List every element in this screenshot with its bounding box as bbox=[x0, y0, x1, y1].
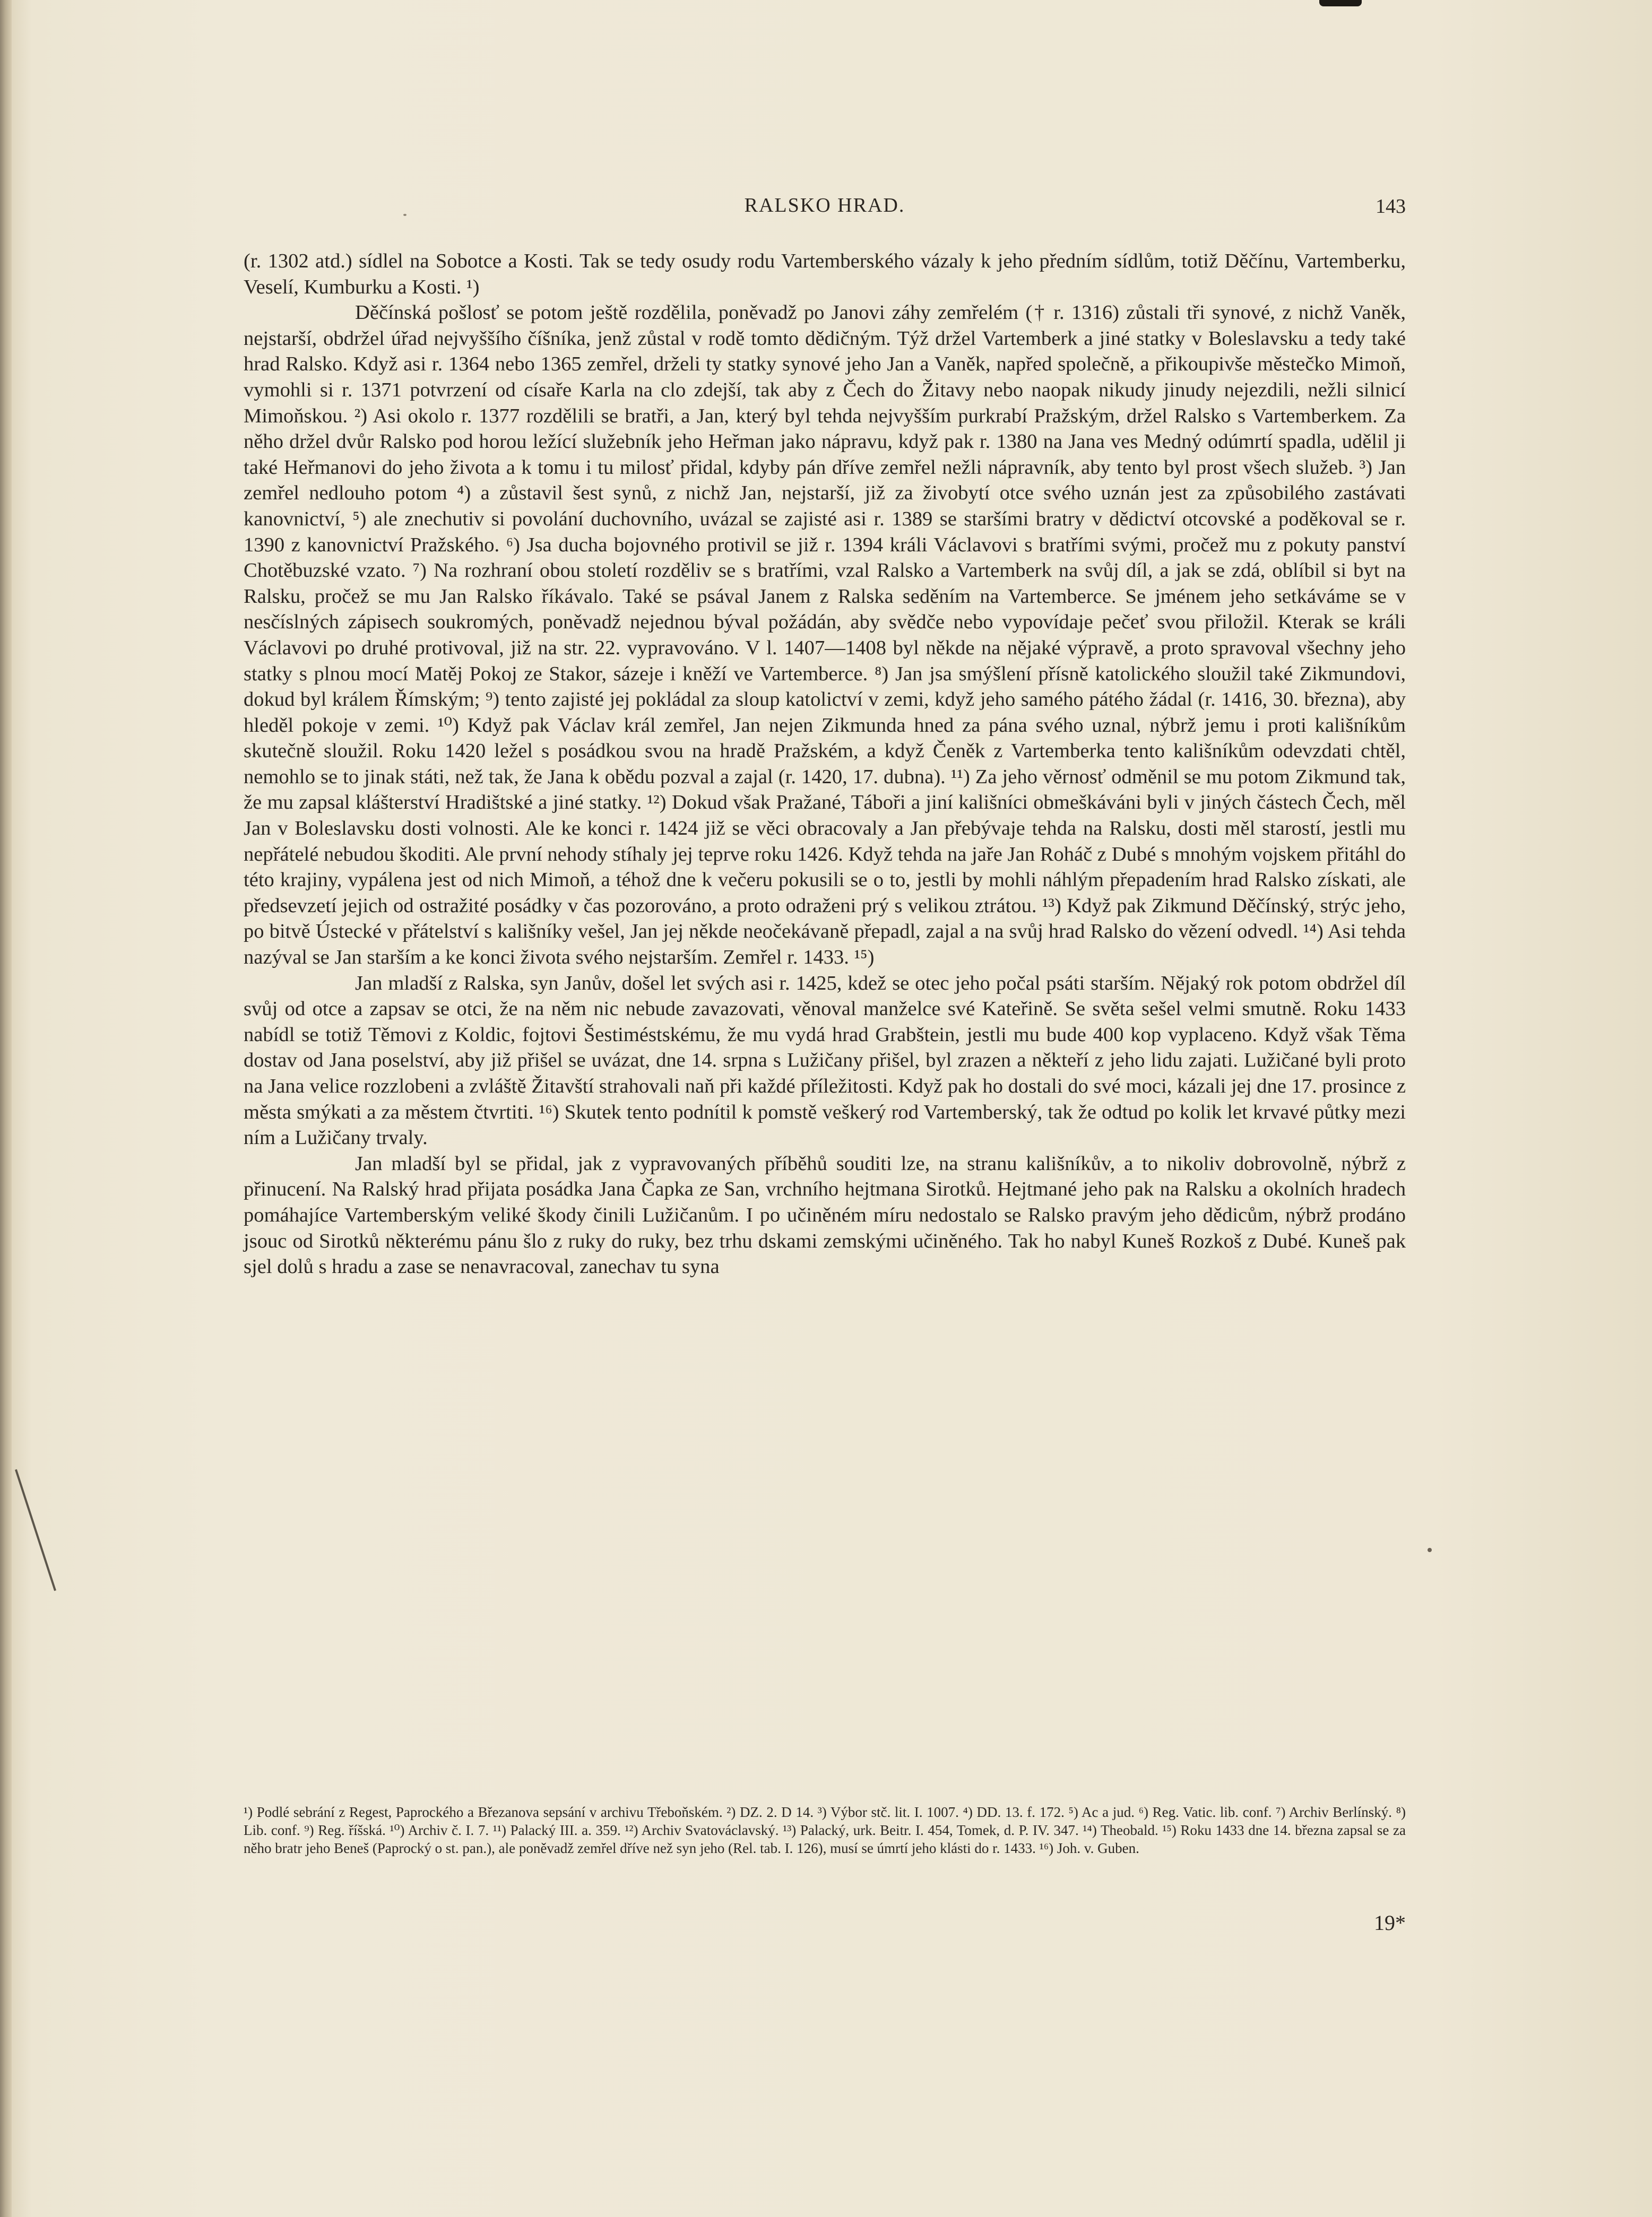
pencil-margin-mark bbox=[15, 1469, 56, 1591]
binding-edge bbox=[0, 0, 12, 2217]
paragraph-1: (r. 1302 atd.) sídlel na Sobotce a Kosti. Tak se tedy osudy rodu Vartemberského vázaly k jeho předním sídlům, totiž Děčínu, Vartemberku, Veselí, Kumburku a Kosti. ¹) bbox=[244, 250, 1406, 298]
running-head: RALSKO HRAD. bbox=[744, 194, 905, 216]
top-ink-mark bbox=[1319, 0, 1362, 6]
paragraph-2: Děčínská pošlosť se potom ještě rozdělila, poněvadž po Janovi záhy zemřelém († r. 1316) zůstali tři synové, z nichž Vaněk, nejstarší, obdržel úřad nejvyššího číšníka, jenž zůstal v rodě tomto dědičným. Týž držel Vartemberk a jiné statky v Boleslavsku a tedy také hrad Ralsko. Když asi r. 1364 nebo 1365 zemřel, drželi ty statky synové jeho Jan a Vaněk, napřed společně, a přikoupivše městečko Mimoň, vymohli si r. 1371 potvrzení od císaře Karla na clo zdejší, tak aby z Čech do Žitavy nebo naopak nikudy jinudy nejezdili, nežli silnicí Mimoňskou. ²) Asi okolo r. 1377 rozdělili se bratři, a Jan, který byl tehda nejvyšším purkrabí Pražským, držel Ralsko s Vartemberkem. Za něho držel dvůr Ralsko pod horou ležící služebník jeho Heřman jako nápravu, když pak r. 1380 na Jana ves Medný odúmrtí spadla, udělil ji také Heřmanovi do jeho života a k tomu i tu milosť přidal, kdyby pán dříve zemřel nežli nápravník, aby tento byl prost všech služeb. ³) Jan zemřel nedlouho potom ⁴) a zůstavil šest synů, z nichž Jan, nejstarší, již za živobytí otce svého uznán jest za způsobilého zastávati kanovnictví, ⁵) ale znechutiv si povolání duchovního, uvázal se zajisté asi r. 1389 se staršími bratry v dědictví otcovské a poděkoval se r. 1390 z kanovnictví Pražského. ⁶) Jsa ducha bojovného protivil se již r. 1394 králi Václavovi s bratřími svými, pročež mu z pokuty panství Chotěbuzské vzato. ⁷) Na rozhraní obou století rozděliv se s bratřími, vzal Ralsko a Vartemberk na svůj díl, a jak se zdá, oblíbil si byt na Ralsku, pročež se mu Jan Ralsko říkávalo. Také se psával Janem z Ralska seděním na Vartemberce. Se jménem jeho setkáváme se v nesčíslných zápisech soukromých, poněvadž nejednou býval požádán, aby svědče nebo vypovídaje pečeť svou přiložil. Kterak se králi Václavovi po druhé protivoval, již na str. 22. vypravováno. V l. 1407—1408 byl někde na nějaké výpravě, a proto spravoval všechny jeho statky s plnou mocí Matěj Pokoj ze Stakor, sázeje i kněží ve Vartemberce. ⁸) Jan jsa smýšlení přísně katolického sloužil také Zikmundovi, dokud byl králem Římským; ⁹) tento zajisté jej pokládal za sloup katolictví v zemi, když jeho samého pátého žádal (r. 1416, 30. března), aby hleděl pokoje v zemi. ¹⁰) Když pak Václav král zemřel, Jan nejen Zikmunda hned za pána svého uznal, nýbrž jemu i proti kališníkům skutečně sloužil. Roku 1420 ležel s posádkou svou na hradě Pražském, a když Čeněk z Vartemberka tento kališníkům odevzdati chtěl, nemohlo se to jinak státi, než tak, že Jana k obědu pozval a zajal (r. 1420, 17. dubna). ¹¹) Za jeho věrnosť odměnil se mu potom Zikmund tak, že mu zapsal klášterství Hradištské a jiné statky. ¹²) Dokud však Pražané, Táboři a jiní kališníci obmeškáváni byli v jiných částech Čech, měl Jan v Boleslavsku dosti volnosti. Ale ke konci r. 1424 již se věci obracovaly a Jan přebývaje tehda na Ralsku, dosti měl starostí, jestli mu nepřátelé nebudou škoditi. Ale první nehody stíhaly jej teprve roku 1426. Když tehda na jaře Jan Roháč z Dubé s mnohým vojskem přitáhl do této krajiny, vypálena jest od nich Mimoň, a téhož dne k večeru pokusili se o to, jestli by mohli náhlým přepadením hrad Ralsko získati, ale předsevzetí jejich od ostražité posádky v čas pozorováno, a proto odraženi prý s velikou ztrátou. ¹³) Když pak Zikmund Děčínský, strýc jeho, po bitvě Ústecké v přátelství s kališníky vešel, Jan jej někde neočekávaně přepadl, zajal a na svůj hrad Ralsko do vězení odvedl. ¹⁴) Asi tehda nazýval se Jan starším a ke konci života svého nejstarším. Zemřel r. 1433. ¹⁵) bbox=[244, 301, 1406, 969]
page-number: 143 bbox=[1376, 195, 1406, 218]
paragraph-4: Jan mladší byl se přidal, jak z vypravovaných příběhů souditi lze, na stranu kališníkův, a to nikoliv dobrovolně, nýbrž z přinucení. Na Ralský hrad přijata posádka Jana Čapka ze San, vrchního hejtmana Sirotků. Hejtmané jeho pak na Ralsku a okolních hradech pomáhajíce Vartemberským veliké škody činili Lužičanům. I po učiněném míru nedostalo se Ralsko pravým jeho dědicům, nýbrž prodáno jsouc od Sirotků některému pánu šlo z ruky do ruky, bez trhu dskami zemskými učiněného. Tak ho nabyl Kuneš Rozkoš z Dubé. Kuneš pak sjel dolů s hradu a zase se nenavracoval, zanechav tu syna bbox=[244, 1152, 1406, 1278]
body-text bbox=[244, 248, 1406, 1280]
footnotes-text: ¹) Podlé sebrání z Regest, Paprockého a Březanova sepsání v archivu Třeboňském. ²) DZ. 2. D 14. ³) Výbor stč. lit. I. 1007. ⁴) DD. 13. f. 172. ⁵) Ac a jud. ⁶) Reg. Vatic. lib. conf. ⁷) Archiv Berlínský. ⁸) Lib. conf. ⁹) Reg. říšská. ¹⁰) Archiv č. I. 7. ¹¹) Palacký III. a. 359. ¹²) Archiv Svatováclavský. ¹³) Palacký, urk. Beitr. I. 454, Tomek, d. P. IV. 347. ¹⁴) Theobald. ¹⁵) Roku 1433 dne 14. března zapsal se za něho bratr jeho Beneš (Paprocký o st. pan.), ale poněvadž zemřel dříve než syn jeho (Rel. tab. I. 126), musí se úmrtí jeho klásti do r. 1433. ¹⁶) Joh. v. Guben. bbox=[244, 1804, 1406, 1856]
page-header bbox=[244, 194, 1406, 226]
paragraph-3: Jan mladší z Ralska, syn Janův, došel let svých asi r. 1425, kdež se otec jeho počal psáti starším. Nějaký rok potom obdržel díl svůj od otce a zapsav se otci, že na něm nic nebude zavazovati, věnoval manželce své Kateřině. Se světa sešel velmi smutně. Roku 1433 nabídl se totiž Těmovi z Koldic, fojtovi Šestiméstskému, že mu vydá hrad Grabštein, jestli mu bude 400 kop vyplaceno. Když však Těma dostav od Jana poselství, aby již přišel se uvázat, dne 14. srpna s Lužičany přišel, byl zrazen a někteří z jeho lidu zajati. Lužičané byli proto na Jana velice rozzlobeni a zvláště Žitavští strahovali naň při každé příležitosti. Když pak ho dostali do své moci, kázali jej dne 17. prosince z města smýkati a za městem čtvrtiti. ¹⁶) Skutek tento podnítil k pomstě veškerý rod Vartemberský, tak že odtud po kolik let krvavé půtky mezi ním a Lužičany trvaly. bbox=[244, 972, 1406, 1149]
footnotes bbox=[244, 1803, 1406, 1857]
margin-dot bbox=[1428, 1548, 1432, 1552]
signature-mark: 19* bbox=[1374, 1911, 1406, 1935]
